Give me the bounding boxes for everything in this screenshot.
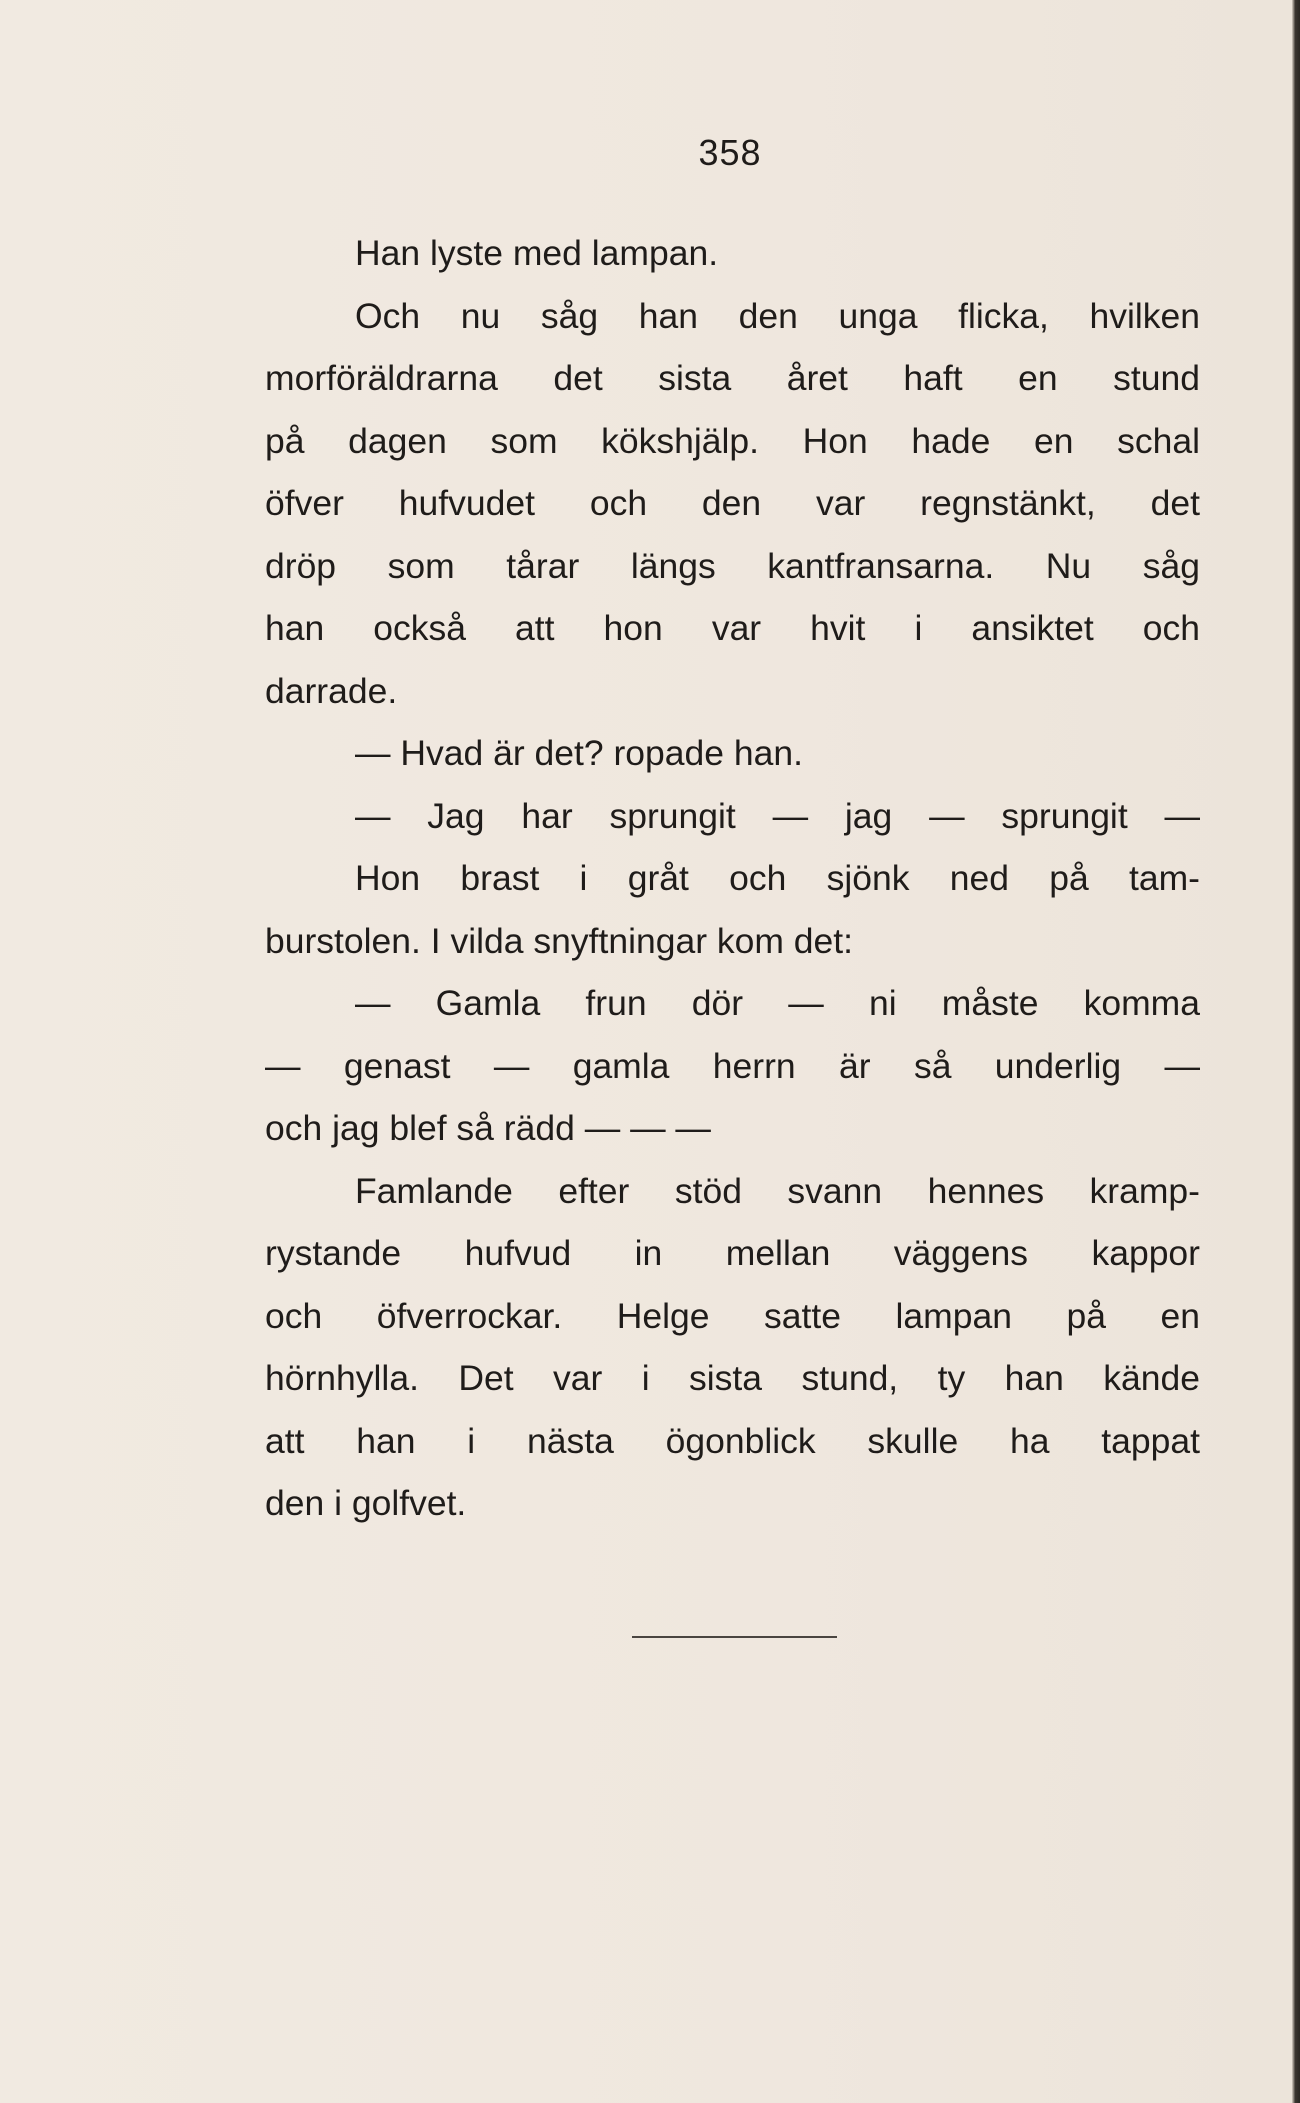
text-line: hörnhylla. Det var i sista stund, ty han kände <box>265 1358 1200 1398</box>
text-line: — Jag har sprungit — jag — sprungit — <box>355 795 1200 836</box>
text-line: Famlande efter stöd svann hennes kramp- <box>355 1170 1200 1211</box>
text-line: öfver hufvudet och den var regnstänkt, det <box>265 483 1200 523</box>
body-text <box>265 222 1200 1535</box>
text-line: och jag blef så rädd — — — <box>265 1108 711 1148</box>
text-line: Han lyste med lampan. <box>355 233 719 273</box>
text-line: Och nu såg han den unga flicka, hvilken <box>355 295 1200 336</box>
text-line: att han i nästa ögonblick skulle ha tappat <box>265 1420 1200 1461</box>
text-line: morföräldrarna det sista året haft en stund <box>265 358 1200 398</box>
text-line: burstolen. I vilda snyftningar kom det: <box>265 920 854 961</box>
end-rule <box>632 1636 837 1638</box>
text-line: dröp som tårar längs kantfransarna. Nu såg <box>265 545 1200 586</box>
page-edge <box>1292 0 1300 2103</box>
text-line: rystande hufvud in mellan väggens kappor <box>265 1233 1200 1273</box>
page-number: 358 <box>698 132 762 173</box>
text-line: — Gamla frun dör — ni måste komma <box>355 983 1200 1023</box>
text-line: — Hvad är det? ropade han. <box>355 733 803 773</box>
text-line: den i golfvet. <box>265 1483 467 1523</box>
text-line: och öfverrockar. Helge satte lampan på en <box>265 1295 1200 1336</box>
text-line: — genast — gamla herrn är så underlig — <box>265 1045 1200 1086</box>
text-line: han också att hon var hvit i ansiktet och <box>265 608 1200 648</box>
text-line: på dagen som kökshjälp. Hon hade en schal <box>265 420 1200 461</box>
text-line: darrade. <box>265 670 398 711</box>
text-line: Hon brast i gråt och sjönk ned på tam- <box>355 858 1200 898</box>
